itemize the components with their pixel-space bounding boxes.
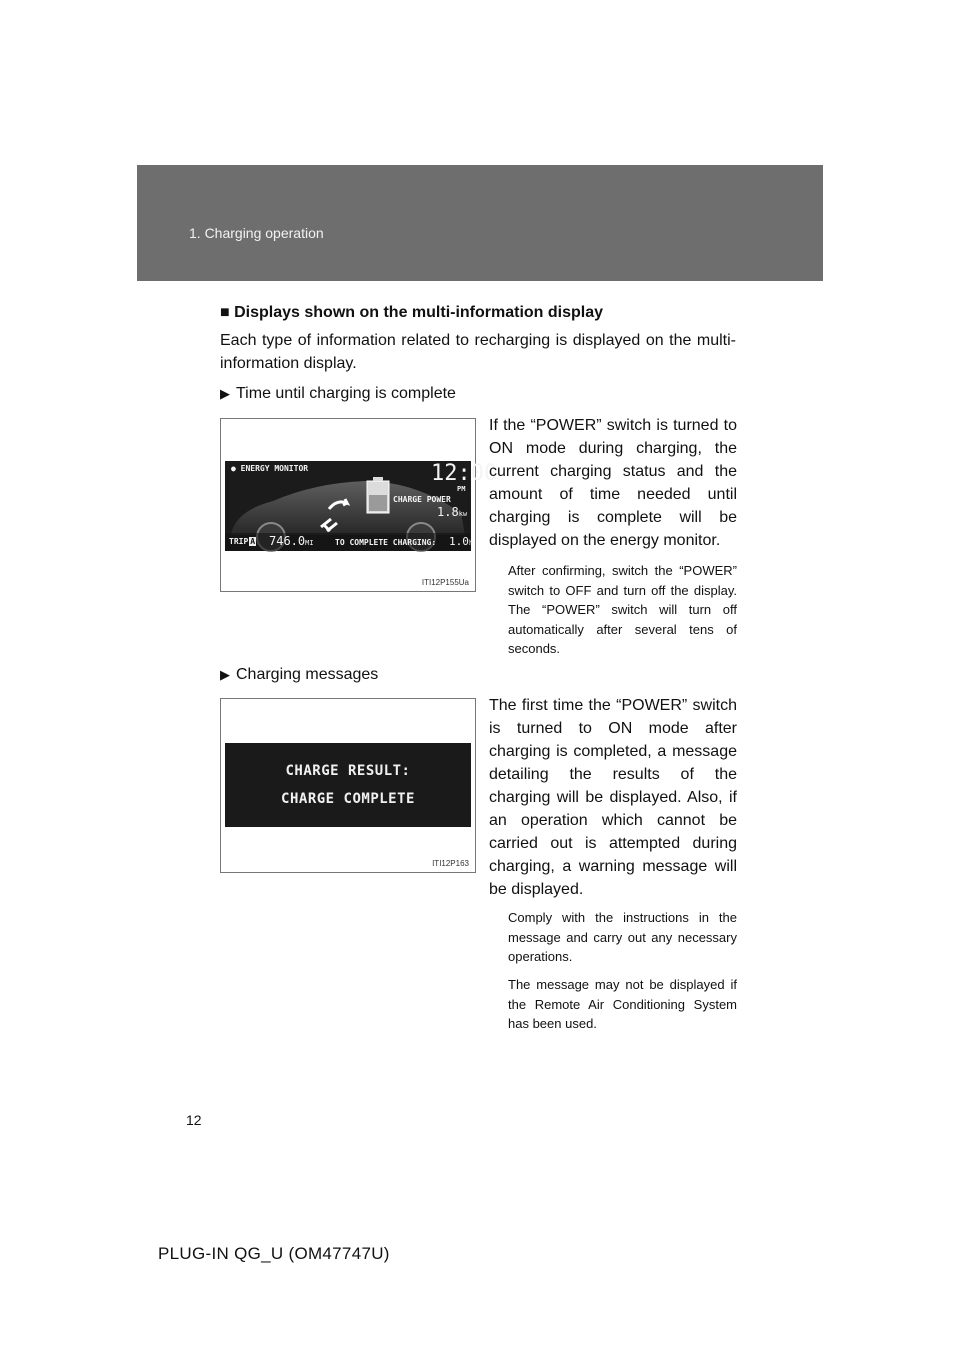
charge-result-figure [220, 698, 476, 873]
bullet-time-until-complete [220, 385, 456, 403]
bullet-label: Charging messages [236, 666, 379, 683]
intro-paragraph: Each type of information related to recharging is displayed on the multi-information display. [220, 332, 736, 372]
header-band [137, 165, 823, 281]
trip-distance: 746.0MI [269, 534, 314, 548]
screen-ampm: PM [457, 485, 466, 493]
para-energy-monitor: If the “POWER” switch is turned to ON mode during charging, the current charging status and the amount of time needed until charging is complete will be displayed on the energy monitor. [489, 417, 737, 549]
bullet-charging-messages [220, 666, 378, 684]
note-comply-instructions: Comply with the instructions in the message and carry out any necessary operations. [508, 910, 737, 964]
section-heading: ■ Displays shown on the multi-information display [220, 304, 604, 321]
energy-monitor-figure [220, 418, 498, 592]
charge-power-value: 1.8kw [437, 505, 468, 519]
page-number: 12 [186, 1112, 202, 1128]
section-title: 1. Charging operation [189, 225, 324, 241]
para-charging-messages: The first time the “POWER” switch is turned to ON mode after charging is completed, a message detailing the results of the charging will be displayed. Also, if an operation which cannot be carried out is attempted during charging, a warning message will be displayed. [489, 697, 737, 898]
message-line-1: CHARGE RESULT: [285, 763, 411, 779]
figure-code: ITI12P163 [432, 859, 469, 868]
screen-clock: 12:00 [431, 461, 498, 486]
charge-power-label: CHARGE POWER [393, 495, 451, 504]
complete-charging-label: TO COMPLETE CHARGING: [335, 538, 437, 547]
screen-title: ● ENERGY MONITOR [231, 464, 309, 473]
note-power-switch-off: After confirming, switch the “POWER” switch to OFF and turn off the display. The “POWER” switch will turn off automatically after several tens of seconds. [508, 563, 737, 656]
energy-monitor-screen [225, 461, 498, 551]
complete-charging-value: 1.0h [449, 535, 474, 548]
figure-code: ITI12P155Ua [421, 578, 469, 587]
footer-doc-id: PLUG-IN QG_U (OM47747U) [158, 1244, 390, 1263]
note-remote-air: The message may not be displayed if the Remote Air Conditioning System has been used. [508, 977, 737, 1031]
arrow-right-icon: ▶ [220, 667, 230, 682]
bullet-label: Time until charging is complete [236, 385, 456, 402]
trip-label: TRIP A [229, 537, 256, 546]
message-line-2: CHARGE COMPLETE [281, 791, 415, 807]
charge-result-screen [225, 743, 471, 827]
arrow-right-icon: ▶ [220, 386, 230, 401]
